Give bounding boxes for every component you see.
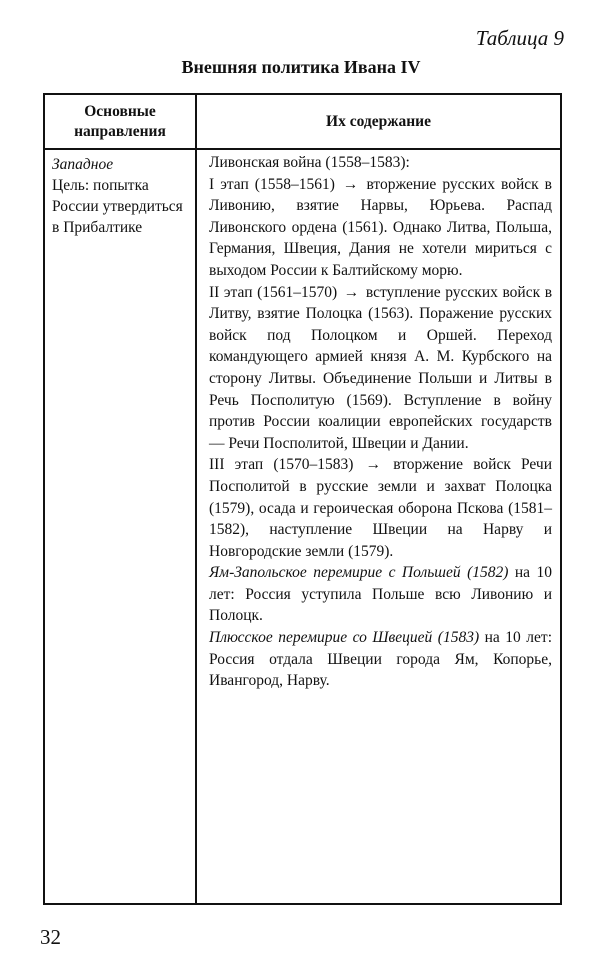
- column-header-directions: Основные направления: [74, 102, 166, 140]
- arrow-icon: →: [365, 456, 382, 474]
- table-number: Таблица 9: [475, 26, 564, 50]
- truce-2-name: Плюсское перемирие со Швецией (1583): [209, 629, 480, 647]
- foreign-policy-table: [43, 93, 562, 905]
- content-cell: [209, 152, 552, 692]
- header-divider: [45, 148, 560, 150]
- page-number: 32: [40, 925, 61, 949]
- truce-1-text: на 10 лет: Россия уступила Польше всю Ливонию и Полоцк.: [209, 564, 553, 625]
- stage-2-label: II этап (1561–1570): [209, 283, 338, 301]
- table-title: Внешняя политика Ивана IV: [181, 57, 421, 77]
- arrow-icon: →: [342, 175, 359, 193]
- stage-2: [209, 282, 552, 455]
- stage-1-label: I этап (1558–1561): [209, 175, 335, 193]
- war-title: Ливонская война (1558–1583):: [209, 154, 410, 171]
- arrow-icon: →: [343, 283, 360, 301]
- truce-1-name: Ям-Запольское перемирие с Польшей (1582): [209, 564, 509, 582]
- direction-goal: Цель: попытка России утвердиться в Прибалтике: [52, 177, 183, 236]
- stage-1-text: вторжение русских войск в Ливонию, взятие Нарвы, Юрьева. Распад Ливонского ордена (1561). Однако Литва, Польша, Германия, Швеция, Дания не хотели мириться с выходом России к Балтийскому морю.: [209, 175, 552, 279]
- truce-2-text: на 10 лет: Россия отдала Швеции города Ям, Копорье, Ивангород, Нарву.: [209, 629, 553, 690]
- direction-name: Западное: [52, 156, 114, 173]
- stage-1: [209, 174, 552, 282]
- stage-3-text: вторжение войск Речи Посполитой в русские земли и захват Полоцка (1579), осада и героическая оборона Пскова (1581–1582), наступление Швеции на Нарву и Новгородские земли (1579).: [209, 456, 552, 560]
- stage-2-text: вступление русских войск в Литву, взятие Полоцка (1563). Поражение русских войск под Полоцком и Оршей. Переход командующего армией князя А. М. Курбского на сторону Литвы. Объединение Польши и Литвы в Речь Посполитую (1569). Вступление в войну против России коалиции европейских государств — Речи Посполитой, Швеции и Дании.: [209, 283, 553, 452]
- column-header-content: Их содержание: [326, 112, 431, 130]
- stage-3: [209, 454, 552, 562]
- truce-1: [209, 562, 552, 627]
- truce-2: [209, 627, 552, 692]
- direction-cell: [52, 154, 192, 238]
- stage-3-label: III этап (1570–1583): [209, 456, 354, 474]
- column-divider: [195, 95, 197, 903]
